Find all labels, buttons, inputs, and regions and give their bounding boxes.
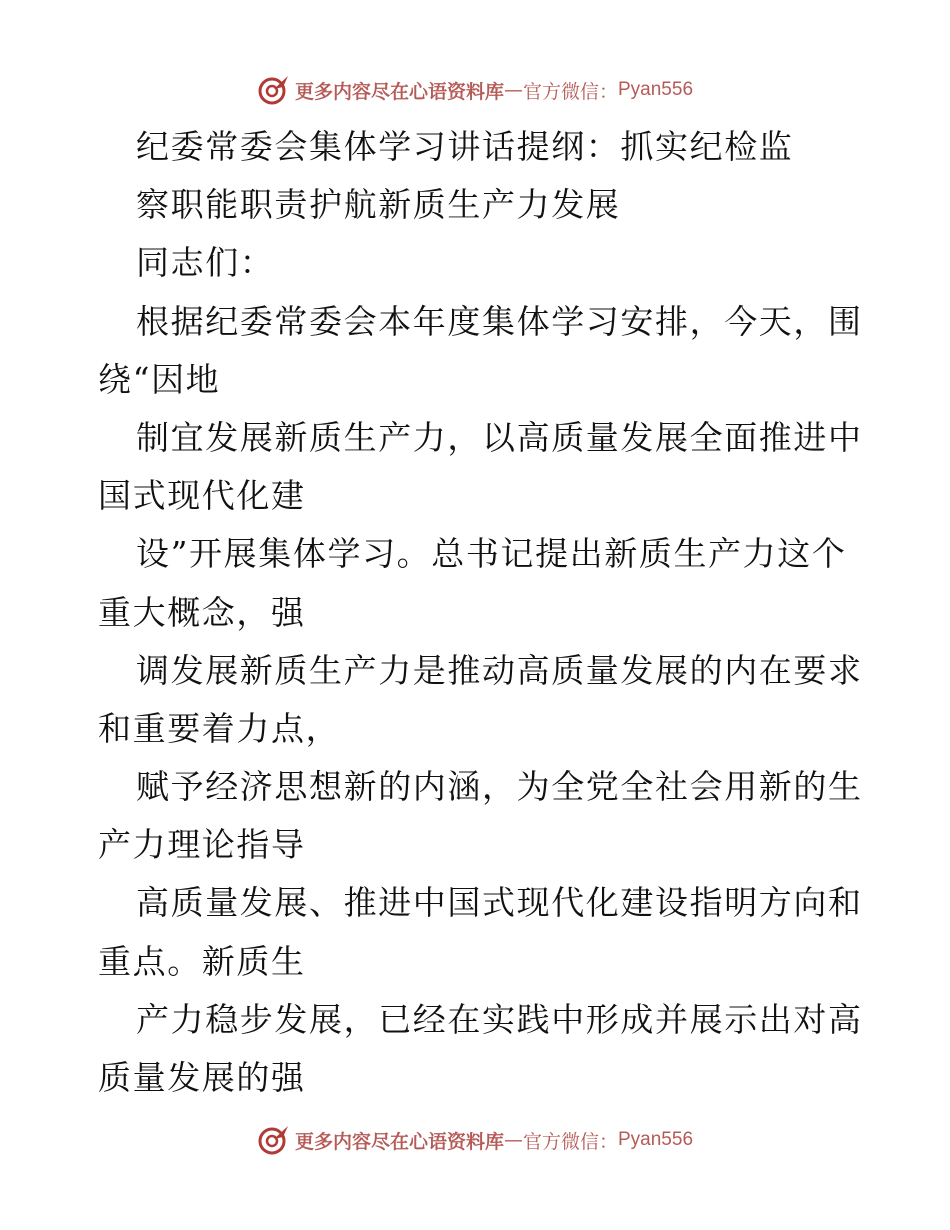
- text-line: 重大概念，强: [98, 592, 306, 632]
- text-line: 赋予经济思想新的内涵，为全党全社会用新的生: [136, 767, 863, 807]
- header-watermark: [0, 70, 950, 110]
- text-line: 绕“因地: [98, 359, 221, 399]
- text-line: 和重要着力点，: [98, 708, 341, 748]
- text-line: 同志们：: [136, 243, 275, 283]
- watermark-dash: —: [503, 79, 523, 101]
- quill-logo-icon: [257, 73, 291, 107]
- text-line: 纪委常委会集体学习讲话提纲：抓实纪检监: [136, 127, 794, 166]
- text-line: 产力稳步发展，已经在实践中形成并展示出对高: [136, 999, 863, 1039]
- footer-watermark: [0, 1120, 950, 1160]
- watermark-wechat-id: Pyan556: [618, 79, 694, 100]
- text-line: 设”开展集体学习。总书记提出新质生产力这个: [136, 534, 847, 574]
- watermark-wechat-label: 官方微信：: [522, 1130, 618, 1153]
- text-line: 国式现代化建: [98, 476, 306, 516]
- text-line: 重点。新质生: [98, 941, 306, 981]
- quill-logo-icon: [257, 1123, 291, 1157]
- text-line: 制宜发展新质生产力，以高质量发展全面推进中: [136, 417, 863, 457]
- watermark-dash: —: [503, 1129, 523, 1151]
- text-line: 产力理论指导: [98, 825, 306, 865]
- watermark-wechat-label: 官方微信：: [522, 80, 618, 103]
- document-body: [98, 118, 863, 1107]
- watermark-wechat-id: Pyan556: [618, 1129, 694, 1150]
- text-line: 质量发展的强: [98, 1058, 306, 1097]
- text-line: 察职能职责护航新质生产力发展: [136, 185, 621, 225]
- text-line: 根据纪委常委会本年度集体学习安排，今天，围: [136, 301, 863, 341]
- watermark-site-text: 更多内容尽在心语资料库: [294, 1130, 504, 1153]
- text-line: 调发展新质生产力是推动高质量发展的内在要求: [136, 650, 863, 690]
- watermark-site-text: 更多内容尽在心语资料库: [294, 80, 504, 103]
- text-line: 高质量发展、推进中国式现代化建设指明方向和: [136, 883, 863, 923]
